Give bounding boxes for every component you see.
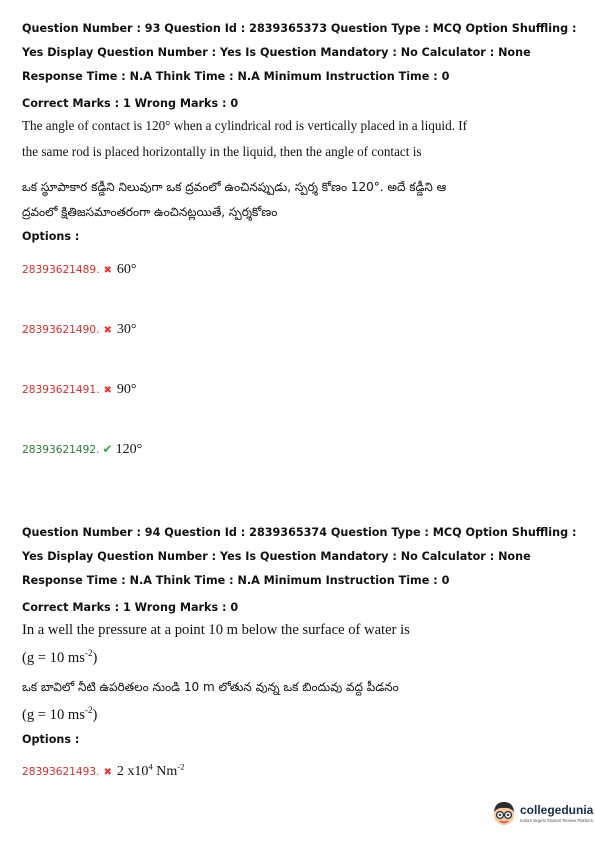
q94-question-te-1: ఒక బావిలో నీటి ఉపరితలం నుండి 10 m లోతున వున్న ఒక బిందువు వద్ద పీడనం <box>22 680 399 694</box>
cross-icon: ✖ <box>103 265 112 276</box>
g-close: ) <box>92 707 98 723</box>
q94-marks: Correct Marks : 1 Wrong Marks : 0 <box>22 601 239 614</box>
option-value: 90° <box>116 382 137 397</box>
option-id: 28393621490. <box>22 324 100 336</box>
collegedunia-logo <box>491 799 593 827</box>
g-base: (g = 10 ms <box>22 650 85 666</box>
value-unit: Nm <box>152 764 178 779</box>
q93-options-label: Options : <box>22 230 80 243</box>
g-exponent: -2 <box>84 648 93 659</box>
q94-options-label: Options : <box>22 733 80 746</box>
option-id: 28393621492. <box>22 444 100 456</box>
q94-g-value-2 <box>22 703 578 728</box>
q93-question-en-2: the same rod is placed horizontally in the liquid, then the angle of contact is <box>22 144 422 159</box>
q93-marks: Correct Marks : 1 Wrong Marks : 0 <box>22 97 239 110</box>
q93-question-en-1: The angle of contact is 120° when a cylindrical rod is vertically placed in a liquid. If <box>22 118 468 133</box>
g-base: (g = 10 ms <box>22 707 85 723</box>
value-exponent: 4 <box>148 761 153 772</box>
option-id: 28393621493. <box>22 766 100 778</box>
option-id: 28393621489. <box>22 264 100 276</box>
q93-option-2[interactable] <box>22 322 137 338</box>
value-base: 2 x10 <box>116 764 149 779</box>
logo-name: collegedunia <box>520 803 594 817</box>
cross-icon: ✖ <box>103 385 112 396</box>
cross-icon: ✖ <box>103 325 112 336</box>
option-value: 120° <box>115 442 143 457</box>
cross-icon: ✖ <box>103 767 112 778</box>
q93-option-1[interactable] <box>22 262 137 278</box>
logo-text <box>520 803 593 823</box>
q94-g-value-1 <box>22 646 578 671</box>
g-exponent: -2 <box>84 705 93 716</box>
g-close: ) <box>92 650 98 666</box>
q93-option-3[interactable] <box>22 382 137 398</box>
q93-meta: Question Number : 93 Question Id : 2839365373 Question Type : MCQ Option Shuffling : Yes Display Question Number : Yes Is Question Mandatory : No Calculator : None Response Time : N.A Think Time : N.A Minimum Instruction Time : 0 <box>22 22 577 83</box>
q93-question-te-1: ఒక స్థూపాకార కడ్డీని నిలువుగా ఒక ద్రవంలో ఉంచినప్పుడు, స్పర్శ కోణం 120°. అదే కడ్డీని ఆ <box>22 180 447 194</box>
logo-tagline: India's largest Student Review Platform <box>520 818 593 823</box>
q94-question-en-1: In a well the pressure at a point 10 m below the surface of water is <box>22 622 410 638</box>
option-id: 28393621491. <box>22 384 100 396</box>
option-value: 30° <box>116 322 137 337</box>
option-value: 60° <box>116 262 137 277</box>
q93-option-4[interactable] <box>22 442 142 458</box>
mascot-icon <box>491 799 517 827</box>
unit-exponent: -2 <box>177 761 185 772</box>
option-value <box>116 761 185 780</box>
q94-option-1[interactable] <box>22 761 185 780</box>
q94-meta: Question Number : 94 Question Id : 2839365374 Question Type : MCQ Option Shuffling : Yes Display Question Number : Yes Is Question Mandatory : No Calculator : None Response Time : N.A Think Time : N.A Minimum Instruction Time : 0 <box>22 526 577 587</box>
q93-question-te-2: ద్రవంలో క్షితిజసమాంతరంగా ఉంచినట్లయితే, స్పర్శకోణం <box>22 205 278 219</box>
check-icon: ✔ <box>102 442 113 456</box>
